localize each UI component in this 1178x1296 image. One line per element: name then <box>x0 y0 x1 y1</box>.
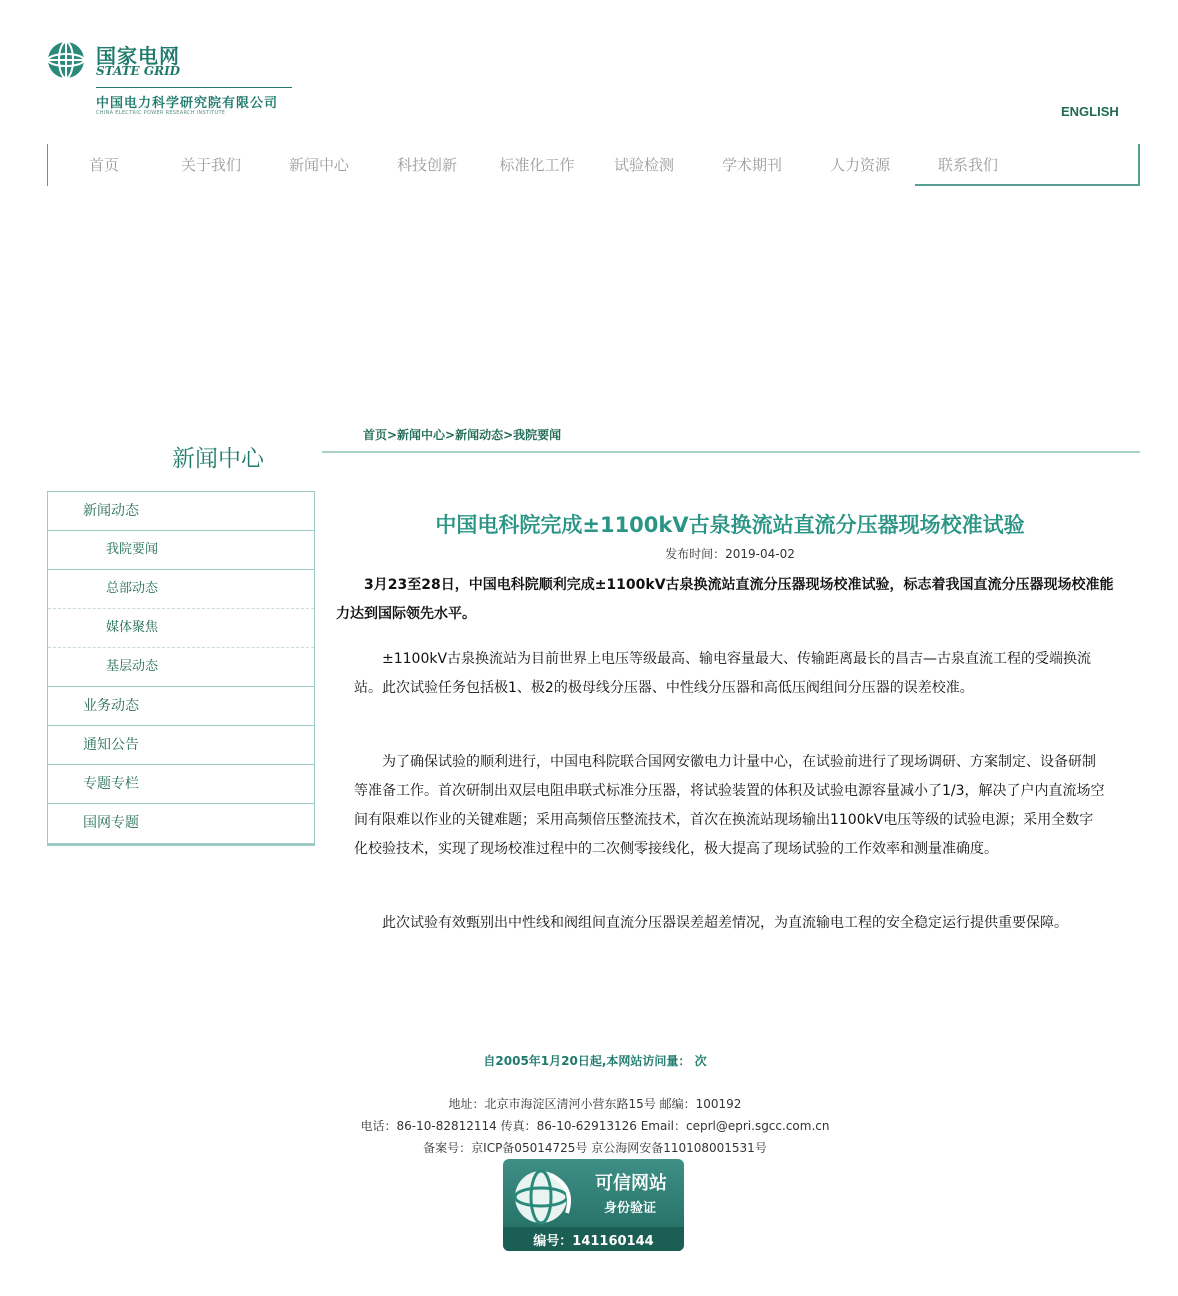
main-nav <box>47 144 1140 186</box>
article-paragraph: 为了确保试验的顺利进行，中国电科院联合国网安徽电力计量中心，在试验前进行了现场调研、方案制定、设备研制等准备工作。首次研制出双层电阻串联式标准分压器，将试验装置的体积及试验电源容量减小了1/3，解决了户内直流场空间有限难以作业的关键难题；采用高频倍压整流技术，首次在换流站现场输出1100kV电压等级的试验电源；采用全数字化校验技术，实现了现场校准过程中的二次侧零接线化，极大提高了现场试验的工作效率和测量准确度。 <box>354 754 1105 857</box>
article-title: 中国电科院完成±1100kV古泉换流站直流分压器现场校准试验 <box>435 513 1025 537</box>
article-paragraph: 此次试验有效甄别出中性线和阀组间直流分压器误差超差情况，为直流输电工程的安全稳定运行提供重要保障。 <box>382 915 1068 931</box>
sidebar-item-notices[interactable]: 通知公告 <box>48 726 314 765</box>
globe-logo-icon <box>46 40 86 80</box>
sidebar-title: 新闻中心 <box>172 446 264 472</box>
trusted-globe-icon <box>511 1167 583 1227</box>
company-name-en: CHINA ELECTRIC POWER RESEARCH INSTITUTE <box>96 110 226 116</box>
trusted-site-badge[interactable] <box>503 1159 684 1251</box>
nav-item-news[interactable]: 新闻中心 <box>288 156 349 174</box>
nav-item-home[interactable]: 首页 <box>88 156 119 174</box>
nav-item-about[interactable]: 关于我们 <box>180 156 241 174</box>
sidebar-item-special-columns[interactable]: 专题专栏 <box>48 765 314 804</box>
footer-icp[interactable]: 备案号：京ICP备05014725号 京公海网安备110108001531号 <box>423 1141 767 1155</box>
sidebar-item-hq-news[interactable]: 总部动态 <box>48 570 314 609</box>
sidebar-item-media-focus[interactable]: 媒体聚焦 <box>48 609 314 648</box>
logo-cn-text: 国家电网 <box>96 44 180 68</box>
sidebar-menu <box>47 491 315 846</box>
footer-contact: 电话：86-10-82812114 传真：86-10-62913126 Email：ceprl@epri.sgcc.com.cn <box>360 1119 830 1133</box>
nav-item-testing[interactable]: 试验检测 <box>613 156 674 174</box>
company-name: 中国电力科学研究院有限公司 <box>96 96 279 111</box>
trust-number: 编号：141160144 <box>533 1234 654 1249</box>
nav-item-contact[interactable]: 联系我们 <box>937 156 998 174</box>
article-paragraph: 3月23至28日，中国电科院顺利完成±1100kV古泉换流站直流分压器现场校准试验，标志着我国直流分压器现场校准能力达到国际领先水平。 <box>336 577 1114 622</box>
sidebar-item-business-news[interactable]: 业务动态 <box>48 687 314 726</box>
visit-counter: 自2005年1月20日起,本网站访问量： 次 <box>483 1054 707 1068</box>
state-grid-logo[interactable] <box>44 38 304 118</box>
footer-address: 地址：北京市海淀区清河小营东路15号 邮编：100192 <box>448 1097 742 1111</box>
sidebar-item-news-updates[interactable]: 新闻动态 <box>48 492 314 531</box>
nav-item-hr[interactable]: 人力资源 <box>829 156 890 174</box>
article-paragraph: ±1100kV古泉换流站为目前世界上电压等级最高、输电容量最大、传输距离最长的昌吉—古泉直流工程的受端换流站。此次试验任务包括极1、极2的极母线分压器、中性线分压器和高低压阀组间分压器的误差校准。 <box>354 651 1092 696</box>
sidebar-item-institute-news[interactable]: 我院要闻 <box>48 531 314 570</box>
english-link[interactable]: ENGLISH <box>1061 104 1119 119</box>
publish-date: 发布时间：2019-04-02 <box>665 547 795 561</box>
sidebar-item-grassroots-news[interactable]: 基层动态 <box>48 648 314 687</box>
logo-divider <box>96 87 292 88</box>
breadcrumb-divider <box>322 451 1140 453</box>
logo-en-text: STATE GRID <box>96 64 181 78</box>
trust-subtitle: 身份验证 <box>604 1201 657 1216</box>
nav-item-standards[interactable]: 标准化工作 <box>499 156 575 174</box>
breadcrumb[interactable]: 首页>新闻中心>新闻动态>我院要闻 <box>363 428 562 442</box>
nav-item-technology[interactable]: 科技创新 <box>396 156 457 174</box>
nav-item-journals[interactable]: 学术期刊 <box>721 156 782 174</box>
sidebar-item-sgcc-topics[interactable]: 国网专题 <box>83 815 139 831</box>
trust-title: 可信网站 <box>595 1173 667 1194</box>
